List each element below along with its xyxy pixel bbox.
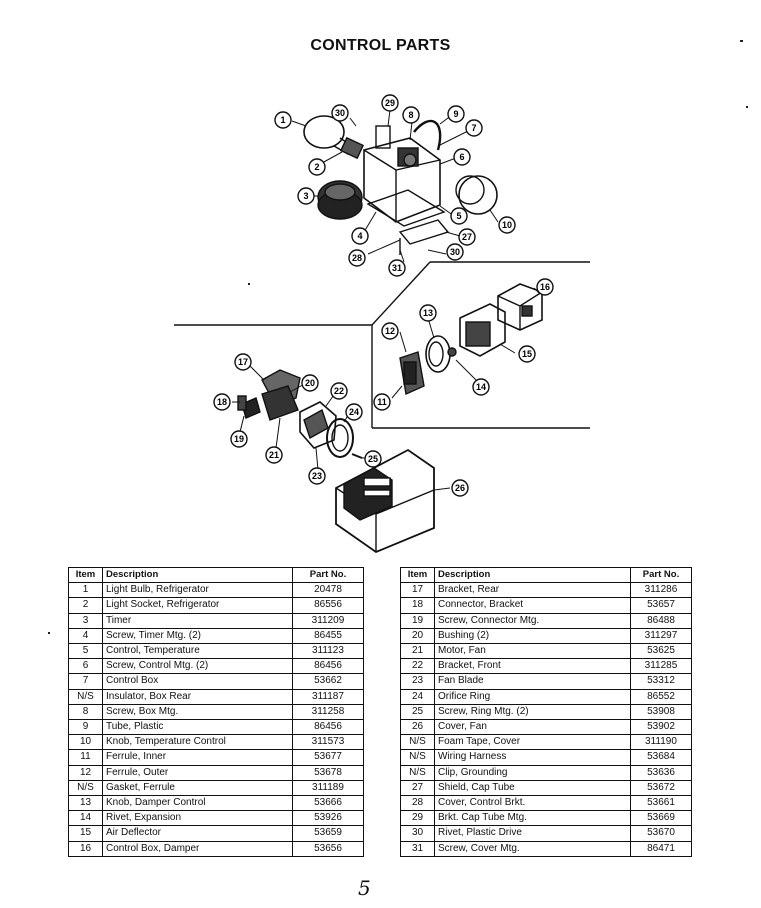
- part-no-cell: 53312: [631, 674, 692, 689]
- callout-number: 2: [314, 162, 320, 172]
- callout-number: 20: [304, 378, 316, 388]
- table-row: [69, 811, 364, 826]
- table-row: [401, 598, 692, 613]
- description-cell: Ferrule, Outer: [103, 765, 293, 780]
- table-row: [401, 841, 692, 856]
- description-cell: Clip, Grounding: [435, 765, 631, 780]
- description-cell: Fan Blade: [435, 674, 631, 689]
- description-cell: Insulator, Box Rear: [103, 689, 293, 704]
- table-row: [69, 841, 364, 856]
- description-cell: Screw, Connector Mtg.: [435, 613, 631, 628]
- header-description: Description: [103, 568, 293, 583]
- table-row: [69, 674, 364, 689]
- table-row: [69, 704, 364, 719]
- item-cell: 20: [401, 628, 435, 643]
- item-cell: 8: [69, 704, 103, 719]
- table-row: [69, 796, 364, 811]
- parts-table-left: [68, 567, 364, 857]
- header-item: Item: [69, 568, 103, 583]
- item-cell: 31: [401, 841, 435, 856]
- table-row: [69, 735, 364, 750]
- description-cell: Connector, Bracket: [435, 598, 631, 613]
- part-no-cell: 53636: [631, 765, 692, 780]
- table-row: [401, 613, 692, 628]
- part-no-cell: 86456: [293, 720, 364, 735]
- callout-number: 29: [384, 98, 396, 108]
- table-row: [69, 583, 364, 598]
- scan-speck: [48, 632, 50, 634]
- item-cell: N/S: [401, 735, 435, 750]
- description-cell: Screw, Box Mtg.: [103, 704, 293, 719]
- part-no-cell: 86488: [631, 613, 692, 628]
- callout-number: 17: [237, 357, 249, 367]
- part-no-cell: 53926: [293, 811, 364, 826]
- part-no-cell: 86455: [293, 628, 364, 643]
- callout-number: 1: [280, 115, 286, 125]
- description-cell: Light Socket, Refrigerator: [103, 598, 293, 613]
- item-cell: N/S: [69, 780, 103, 795]
- table-header-row: [401, 568, 692, 583]
- description-cell: Control Box, Damper: [103, 841, 293, 856]
- part-no-cell: 53669: [631, 811, 692, 826]
- callout-number: 21: [268, 450, 280, 460]
- header-part-no: Part No.: [631, 568, 692, 583]
- item-cell: 14: [69, 811, 103, 826]
- callout-number: 22: [333, 386, 345, 396]
- table-row: [401, 583, 692, 598]
- part-no-cell: 311573: [293, 735, 364, 750]
- item-cell: 17: [401, 583, 435, 598]
- item-cell: 29: [401, 811, 435, 826]
- item-cell: 18: [401, 598, 435, 613]
- description-cell: Brkt. Cap Tube Mtg.: [435, 811, 631, 826]
- part-no-cell: 20478: [293, 583, 364, 598]
- part-no-cell: 53657: [631, 598, 692, 613]
- item-cell: 7: [69, 674, 103, 689]
- part-no-cell: 53908: [631, 704, 692, 719]
- item-cell: 10: [69, 735, 103, 750]
- part-no-cell: 53656: [293, 841, 364, 856]
- page-title: CONTROL PARTS: [310, 37, 451, 54]
- item-cell: 25: [401, 704, 435, 719]
- table-row: [69, 689, 364, 704]
- part-no-cell: 53677: [293, 750, 364, 765]
- callout-number: 23: [311, 471, 323, 481]
- part-no-cell: 311209: [293, 613, 364, 628]
- item-cell: 21: [401, 644, 435, 659]
- description-cell: Screw, Control Mtg. (2): [103, 659, 293, 674]
- header-description: Description: [435, 568, 631, 583]
- description-cell: Wiring Harness: [435, 750, 631, 765]
- description-cell: Ferrule, Inner: [103, 750, 293, 765]
- item-cell: 13: [69, 796, 103, 811]
- callout-number: 14: [475, 382, 487, 392]
- part-no-cell: 311285: [631, 659, 692, 674]
- callout-number: 8: [408, 110, 414, 120]
- part-no-cell: 311190: [631, 735, 692, 750]
- table-header-row: [69, 568, 364, 583]
- part-no-cell: 53678: [293, 765, 364, 780]
- scan-speck: [746, 106, 748, 108]
- part-no-cell: 311187: [293, 689, 364, 704]
- table-row: [69, 628, 364, 643]
- item-cell: 11: [69, 750, 103, 765]
- table-row: [401, 796, 692, 811]
- item-cell: 16: [69, 841, 103, 856]
- part-no-cell: 53661: [631, 796, 692, 811]
- item-cell: N/S: [69, 689, 103, 704]
- part-no-cell: 53684: [631, 750, 692, 765]
- table-row: [69, 765, 364, 780]
- table-row: [401, 826, 692, 841]
- callout-number: 25: [367, 454, 379, 464]
- table-row: [69, 644, 364, 659]
- callout-number: 30: [334, 108, 346, 118]
- table-row: [401, 735, 692, 750]
- item-cell: 6: [69, 659, 103, 674]
- description-cell: Knob, Damper Control: [103, 796, 293, 811]
- table-row: [401, 811, 692, 826]
- part-no-cell: 53662: [293, 674, 364, 689]
- description-cell: Bracket, Front: [435, 659, 631, 674]
- table-row: [69, 780, 364, 795]
- item-cell: 30: [401, 826, 435, 841]
- part-no-cell: 311297: [631, 628, 692, 643]
- part-no-cell: 311258: [293, 704, 364, 719]
- item-cell: 12: [69, 765, 103, 780]
- description-cell: Screw, Timer Mtg. (2): [103, 628, 293, 643]
- callout-number: 4: [357, 231, 363, 241]
- callout-number: 12: [384, 326, 396, 336]
- description-cell: Bracket, Rear: [435, 583, 631, 598]
- table-row: [69, 826, 364, 841]
- description-cell: Rivet, Plastic Drive: [435, 826, 631, 841]
- table-row: [401, 674, 692, 689]
- description-cell: Shield, Cap Tube: [435, 780, 631, 795]
- callout-number: 9: [453, 109, 459, 119]
- table-row: [401, 765, 692, 780]
- table-row: [401, 628, 692, 643]
- callout-number: 28: [351, 253, 363, 263]
- callout-number: 18: [216, 397, 228, 407]
- callout-number: 15: [521, 349, 533, 359]
- table-row: [69, 659, 364, 674]
- item-cell: 27: [401, 780, 435, 795]
- item-cell: 4: [69, 628, 103, 643]
- part-no-cell: 53672: [631, 780, 692, 795]
- part-no-cell: 86556: [293, 598, 364, 613]
- table-row: [69, 613, 364, 628]
- header-item: Item: [401, 568, 435, 583]
- callout-number: 13: [422, 308, 434, 318]
- table-row: [401, 659, 692, 674]
- callout-number: 3: [303, 191, 309, 201]
- table-row: [401, 750, 692, 765]
- header-part-no: Part No.: [293, 568, 364, 583]
- description-cell: Timer: [103, 613, 293, 628]
- description-cell: Bushing (2): [435, 628, 631, 643]
- item-cell: 22: [401, 659, 435, 674]
- item-cell: 28: [401, 796, 435, 811]
- table-row: [69, 720, 364, 735]
- description-cell: Control, Temperature: [103, 644, 293, 659]
- callout-number: 31: [391, 263, 403, 273]
- table-row: [69, 598, 364, 613]
- description-cell: Orifice Ring: [435, 689, 631, 704]
- item-cell: 26: [401, 720, 435, 735]
- table-row: [401, 689, 692, 704]
- part-no-cell: 86471: [631, 841, 692, 856]
- table-row: [401, 704, 692, 719]
- callout-number: 11: [377, 397, 387, 407]
- item-cell: 9: [69, 720, 103, 735]
- parts-table-right: [400, 567, 692, 857]
- callout-number: 6: [459, 152, 465, 162]
- callout-number: 30: [449, 247, 461, 257]
- item-cell: 24: [401, 689, 435, 704]
- table-row: [69, 750, 364, 765]
- page-number-mark: 5: [358, 876, 371, 900]
- callout-number: 10: [501, 220, 513, 230]
- callout-number: 27: [461, 232, 473, 242]
- description-cell: Motor, Fan: [435, 644, 631, 659]
- description-cell: Control Box: [103, 674, 293, 689]
- item-cell: 19: [401, 613, 435, 628]
- item-cell: 2: [69, 598, 103, 613]
- table-row: [401, 780, 692, 795]
- callout-number: 16: [539, 282, 551, 292]
- callout-number: 19: [233, 434, 245, 444]
- item-cell: 1: [69, 583, 103, 598]
- part-no-cell: 311189: [293, 780, 364, 795]
- callout-number: 5: [456, 211, 462, 221]
- description-cell: Cover, Fan: [435, 720, 631, 735]
- part-no-cell: 311123: [293, 644, 364, 659]
- part-no-cell: 53902: [631, 720, 692, 735]
- callout-group: [214, 95, 553, 496]
- item-cell: 15: [69, 826, 103, 841]
- item-cell: 23: [401, 674, 435, 689]
- callout-number: 7: [471, 123, 477, 133]
- description-cell: Rivet, Expansion: [103, 811, 293, 826]
- callout-number: 24: [348, 407, 360, 417]
- part-no-cell: 53625: [631, 644, 692, 659]
- description-cell: Gasket, Ferrule: [103, 780, 293, 795]
- item-cell: N/S: [401, 750, 435, 765]
- item-cell: 3: [69, 613, 103, 628]
- description-cell: Cover, Control Brkt.: [435, 796, 631, 811]
- description-cell: Foam Tape, Cover: [435, 735, 631, 750]
- part-no-cell: 86552: [631, 689, 692, 704]
- table-row: [401, 644, 692, 659]
- description-cell: Screw, Ring Mtg. (2): [435, 704, 631, 719]
- damper-assembly: [400, 284, 542, 394]
- description-cell: Knob, Temperature Control: [103, 735, 293, 750]
- description-cell: Tube, Plastic: [103, 720, 293, 735]
- part-no-cell: 53666: [293, 796, 364, 811]
- callout-number: 26: [454, 483, 466, 493]
- description-cell: Air Deflector: [103, 826, 293, 841]
- part-no-cell: 53659: [293, 826, 364, 841]
- part-no-cell: 53670: [631, 826, 692, 841]
- description-cell: Light Bulb, Refrigerator: [103, 583, 293, 598]
- part-no-cell: 86456: [293, 659, 364, 674]
- scan-speck: [740, 40, 743, 42]
- table-row: [401, 720, 692, 735]
- scan-speck: [248, 283, 250, 285]
- description-cell: Screw, Cover Mtg.: [435, 841, 631, 856]
- item-cell: N/S: [401, 765, 435, 780]
- item-cell: 5: [69, 644, 103, 659]
- part-no-cell: 311286: [631, 583, 692, 598]
